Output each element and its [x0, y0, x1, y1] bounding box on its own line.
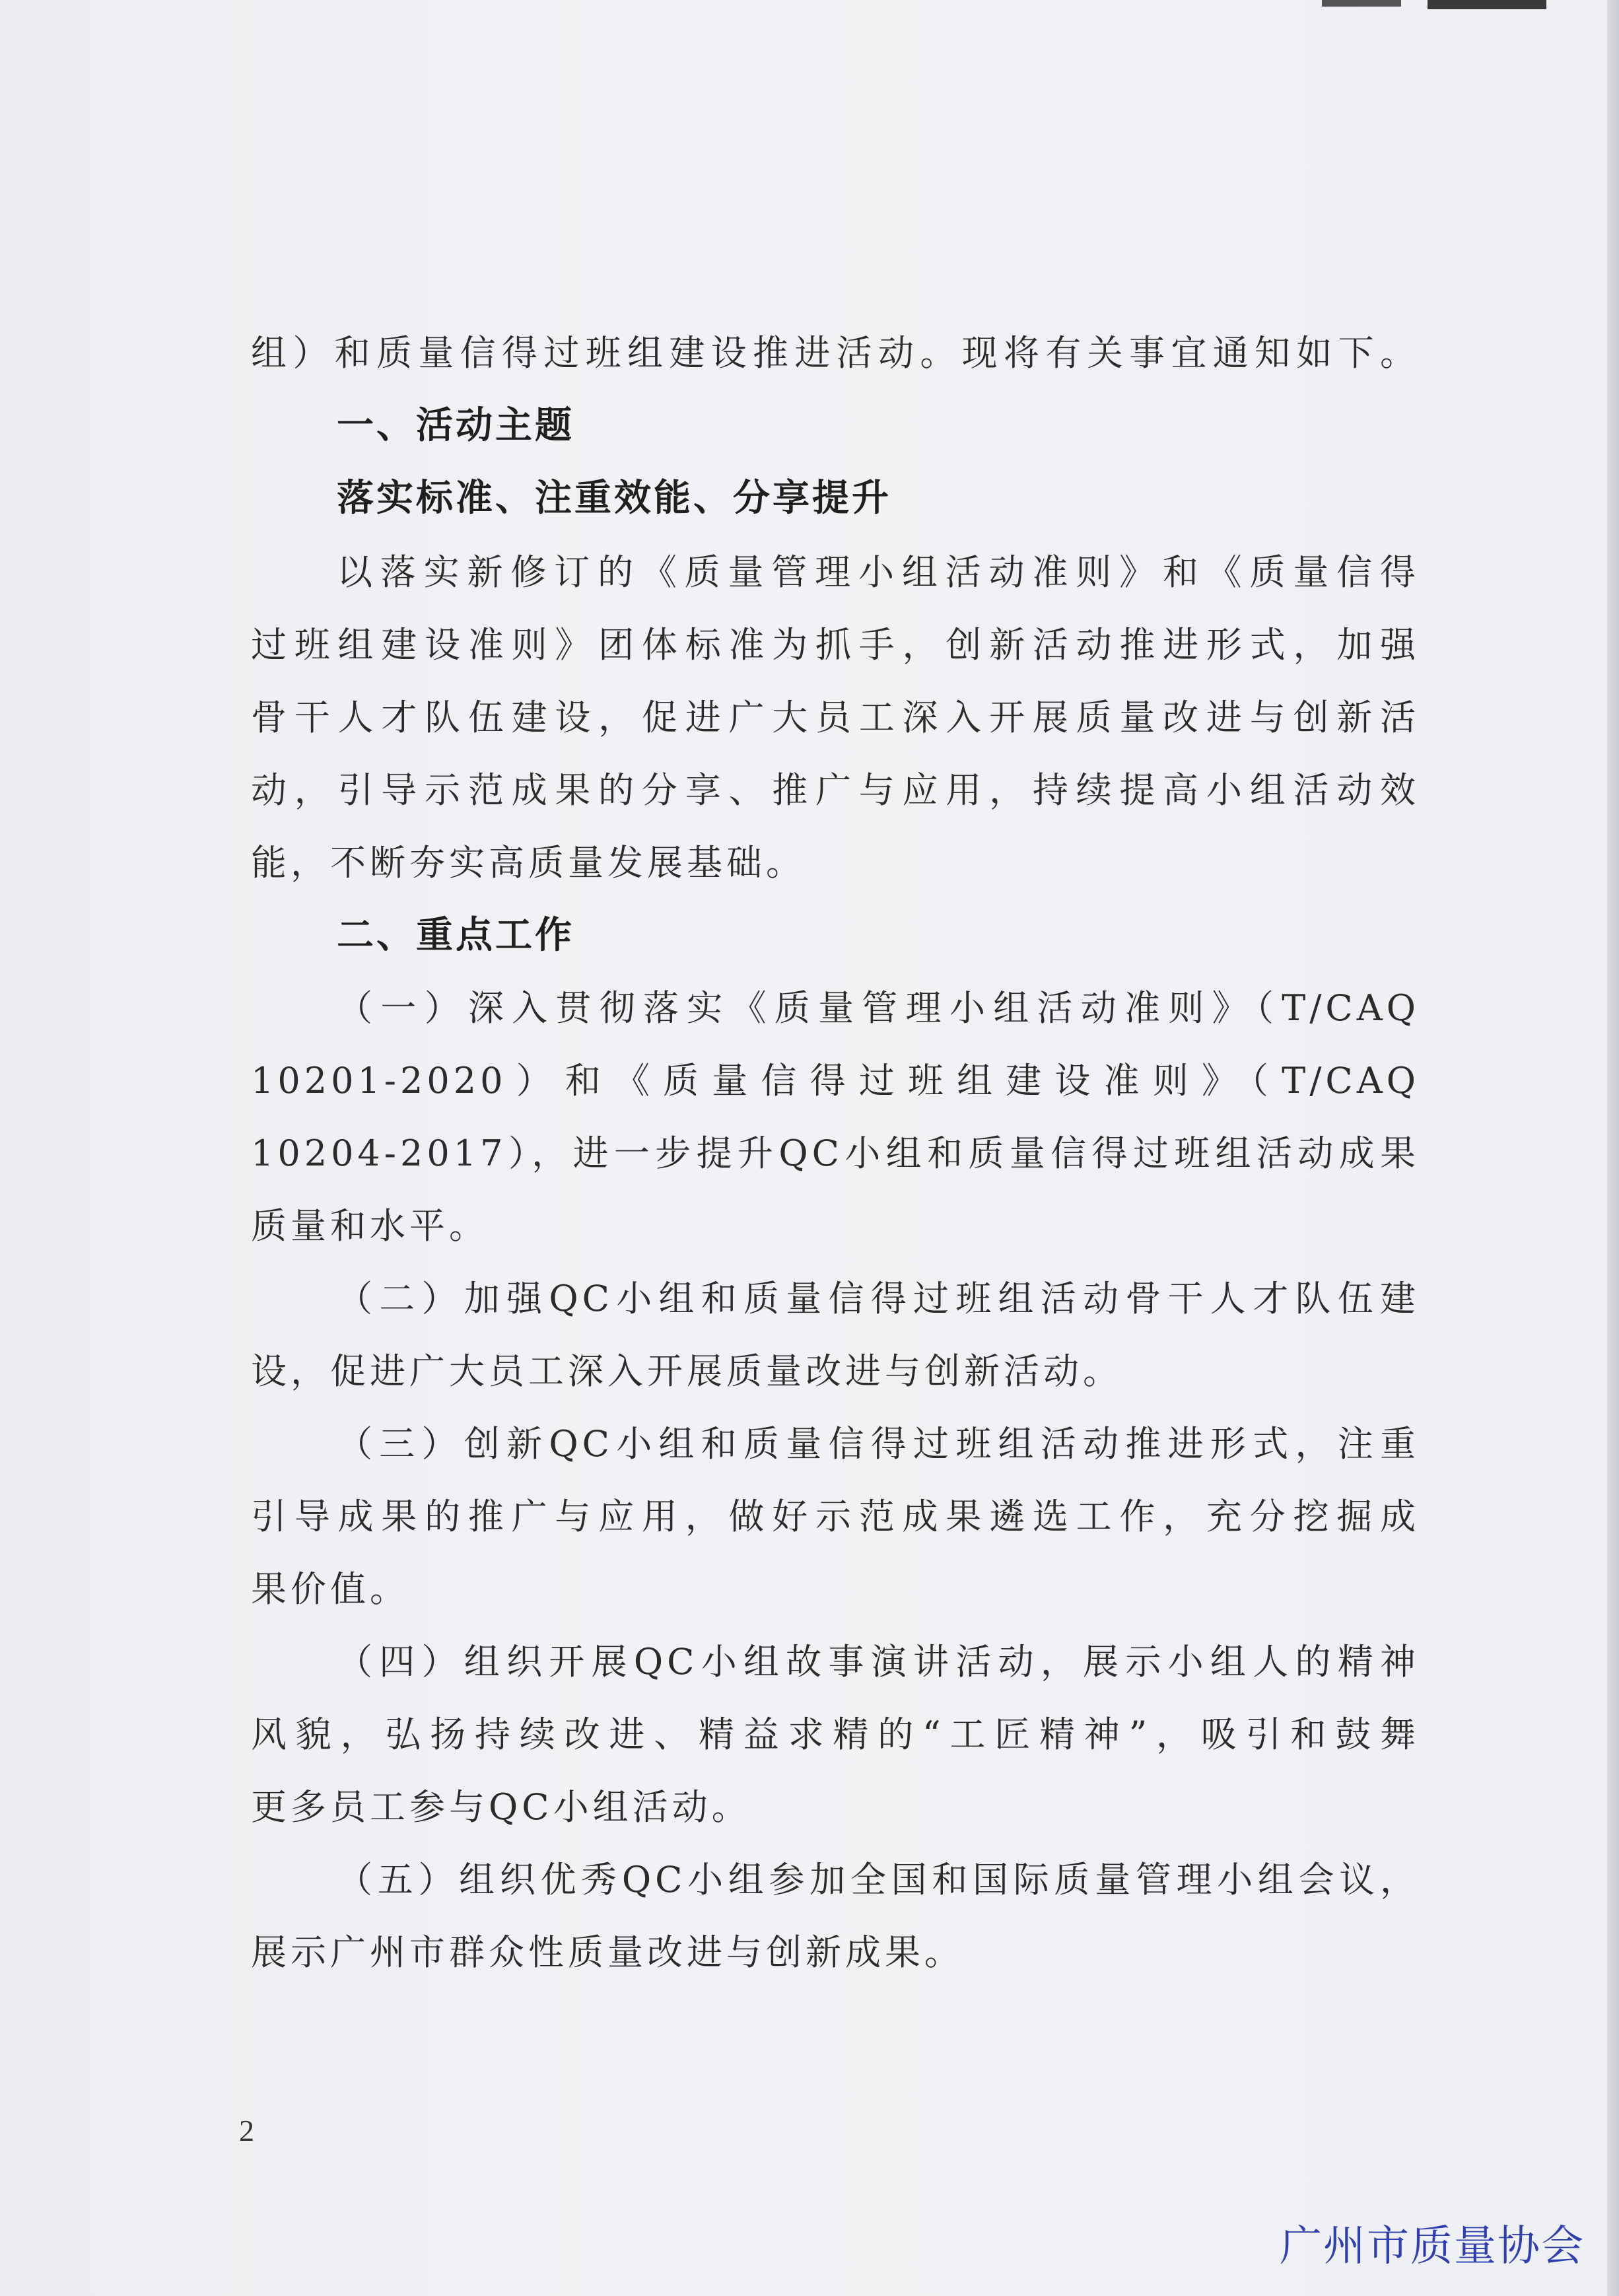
intro-line: 组）和质量信得过班组建设推进活动。现将有关事宜通知如下。 [251, 332, 1420, 374]
work-item-line: 展示广州市群众性质量改进与创新成果。 [251, 1931, 964, 1973]
paragraph-line: 能，不断夯实高质量发展基础。 [251, 842, 806, 884]
paragraph-line: 骨干人才队伍建设，促进广大员工深入开展质量改进与创新活 [251, 697, 1420, 738]
work-item-line: 更多员工参与QC小组活动。 [251, 1786, 751, 1828]
work-item-line: 果价值。 [251, 1568, 409, 1610]
scan-corner-mark-secondary [1322, 0, 1401, 7]
paragraph-line: 动，引导示范成果的分享、推广与应用，持续提高小组活动效 [251, 769, 1420, 811]
work-item-line: （四）组织开展QC小组故事演讲活动，展示小组人的精神 [337, 1641, 1420, 1683]
paragraph-line: 以落实新修订的《质量管理小组活动准则》和《质量信得 [337, 551, 1420, 593]
work-item-line: 设，促进广大员工深入开展质量改进与创新活动。 [251, 1350, 1122, 1392]
work-item-line: （二）加强QC小组和质量信得过班组活动骨干人才队伍建 [337, 1278, 1420, 1319]
work-item-line: 风貌，弘扬持续改进、精益求精的“工匠精神”，吸引和鼓舞 [251, 1714, 1420, 1755]
work-item-line: （一）深入贯彻落实《质量管理小组活动准则》（T/CAQ [337, 987, 1420, 1029]
section-subheading: 落实标准、注重效能、分享提升 [337, 477, 891, 520]
work-item-line: （三）创新QC小组和质量信得过班组活动推进形式，注重 [337, 1423, 1420, 1465]
work-item-line: 引导成果的推广与应用，做好示范成果遴选工作，充分挖掘成 [251, 1496, 1420, 1537]
work-item-line: 质量和水平。 [251, 1205, 489, 1247]
scan-corner-mark [1428, 0, 1546, 9]
organization-watermark: 广州市质量协会 [1280, 2222, 1585, 2271]
work-item-line: （五）组织优秀QC小组参加全国和国际质量管理小组会议， [337, 1859, 1420, 1900]
work-item-line: 10204-2017），进一步提升QC小组和质量信得过班组活动成果 [251, 1132, 1420, 1174]
paragraph-line: 过班组建设准则》团体标准为抓手，创新活动推进形式，加强 [251, 624, 1420, 666]
section-heading: 一、活动主题 [337, 404, 574, 447]
page-edge-shadow [1607, 0, 1619, 2296]
section-heading: 二、重点工作 [337, 914, 574, 957]
page-number: 2 [239, 2114, 254, 2147]
work-item-line: 10201-2020）和《质量信得过班组建设准则》（T/CAQ [251, 1060, 1420, 1101]
